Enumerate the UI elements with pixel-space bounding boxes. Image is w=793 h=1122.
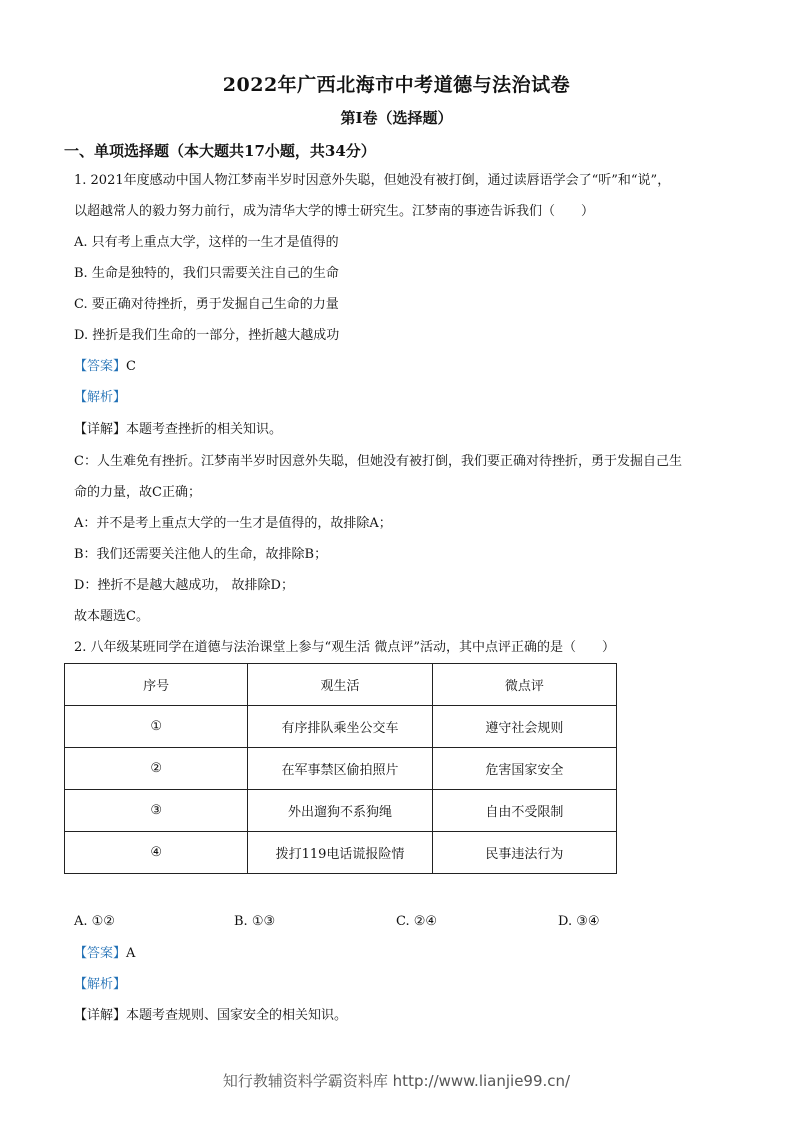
q1-stem-line2: 以超越常人的毅力努力前行，成为清华大学的博士研究生。江梦南的事迹告诉我们（ ）	[74, 204, 595, 219]
q1-explanation-3: A：并不是考上重点大学的一生才是值得的，故排除A；	[74, 516, 392, 531]
table-cell: 民事违法行为	[432, 832, 616, 874]
table-header-cell: 微点评	[432, 664, 616, 706]
table-cell: ①	[65, 706, 248, 748]
table-cell: 危害国家安全	[432, 748, 616, 790]
table-row	[65, 706, 617, 748]
q1-analysis-tag: 【解析】	[74, 390, 127, 405]
table-cell: 有序排队乘坐公交车	[248, 706, 432, 748]
table-row	[65, 748, 617, 790]
table-header-cell: 序号	[65, 664, 248, 706]
q1-explanation-2: 命的力量，故C正确；	[74, 485, 201, 500]
table-header-cell: 观生活	[248, 664, 432, 706]
q2-answer-value: A	[126, 946, 136, 961]
q1-explanation-6: 故本题选C。	[74, 609, 149, 624]
q1-option-d: D. 挫折是我们生命的一部分，挫折越大越成功	[74, 328, 340, 343]
q1-detail: 【详解】本题考查挫折的相关知识。	[74, 422, 283, 437]
q1-answer-value: C	[126, 359, 136, 374]
q2-detail: 【详解】本题考查规则、国家安全的相关知识。	[74, 1008, 348, 1023]
table-cell: 自由不受限制	[432, 790, 616, 832]
q1-answer	[74, 358, 136, 376]
page-footer-watermark: 知行教辅资料学霸资料库 http://www.lianjie99.cn/	[222, 1072, 571, 1090]
table-row	[65, 790, 617, 832]
page-subtitle: 第I卷（选择题）	[340, 109, 453, 127]
table-header-row	[65, 664, 617, 706]
table-cell: ④	[65, 832, 248, 874]
q2-answer-tag: 【答案】	[74, 946, 127, 961]
q1-option-c: C. 要正确对待挫折，勇于发掘自己生命的力量	[74, 297, 339, 312]
q1-explanation-1: C：人生难免有挫折。江梦南半岁时因意外失聪，但她没有被打倒，我们要正确对待挫折，勇于发掘自己生	[74, 454, 682, 469]
q1-option-b: B. 生命是独特的，我们只需要关注自己的生命	[74, 266, 339, 281]
q1-option-a: A. 只有考上重点大学，这样的一生才是值得的	[74, 235, 339, 250]
q2-table	[64, 663, 617, 874]
q2-option-d: D. ③④	[558, 914, 600, 929]
table-cell: 拨打119电话谎报险情	[248, 832, 432, 874]
table-cell: ③	[65, 790, 248, 832]
q1-stem-line1: 1. 2021年度感动中国人物江梦南半岁时因意外失聪，但她没有被打倒，通过读唇语学会了“听”和“说”，	[74, 173, 671, 188]
table-row	[65, 832, 617, 874]
q2-analysis-tag: 【解析】	[74, 977, 127, 992]
table-cell: 外出遛狗不系狗绳	[248, 790, 432, 832]
q2-answer	[74, 945, 135, 963]
table-cell: 遵守社会规则	[432, 706, 616, 748]
page-title: 2022年广西北海市中考道德与法治试卷	[222, 74, 571, 96]
q2-stem: 2. 八年级某班同学在道德与法治课堂上参与“观生活 微点评”活动，其中点评正确的是（ ）	[74, 640, 615, 655]
q2-option-b: B. ①③	[234, 914, 276, 929]
table-cell: 在军事禁区偷拍照片	[248, 748, 432, 790]
section-heading: 一、单项选择题（本大题共17小题，共34分）	[64, 142, 376, 160]
q1-explanation-5: D：挫折不是越大越成功， 故排除D；	[74, 578, 294, 593]
q2-option-c: C. ②④	[396, 914, 438, 929]
q2-option-a: A. ①②	[74, 914, 115, 929]
q1-answer-tag: 【答案】	[74, 359, 127, 374]
q1-explanation-4: B：我们还需要关注他人的生命，故排除B；	[74, 547, 328, 562]
table-cell: ②	[65, 748, 248, 790]
